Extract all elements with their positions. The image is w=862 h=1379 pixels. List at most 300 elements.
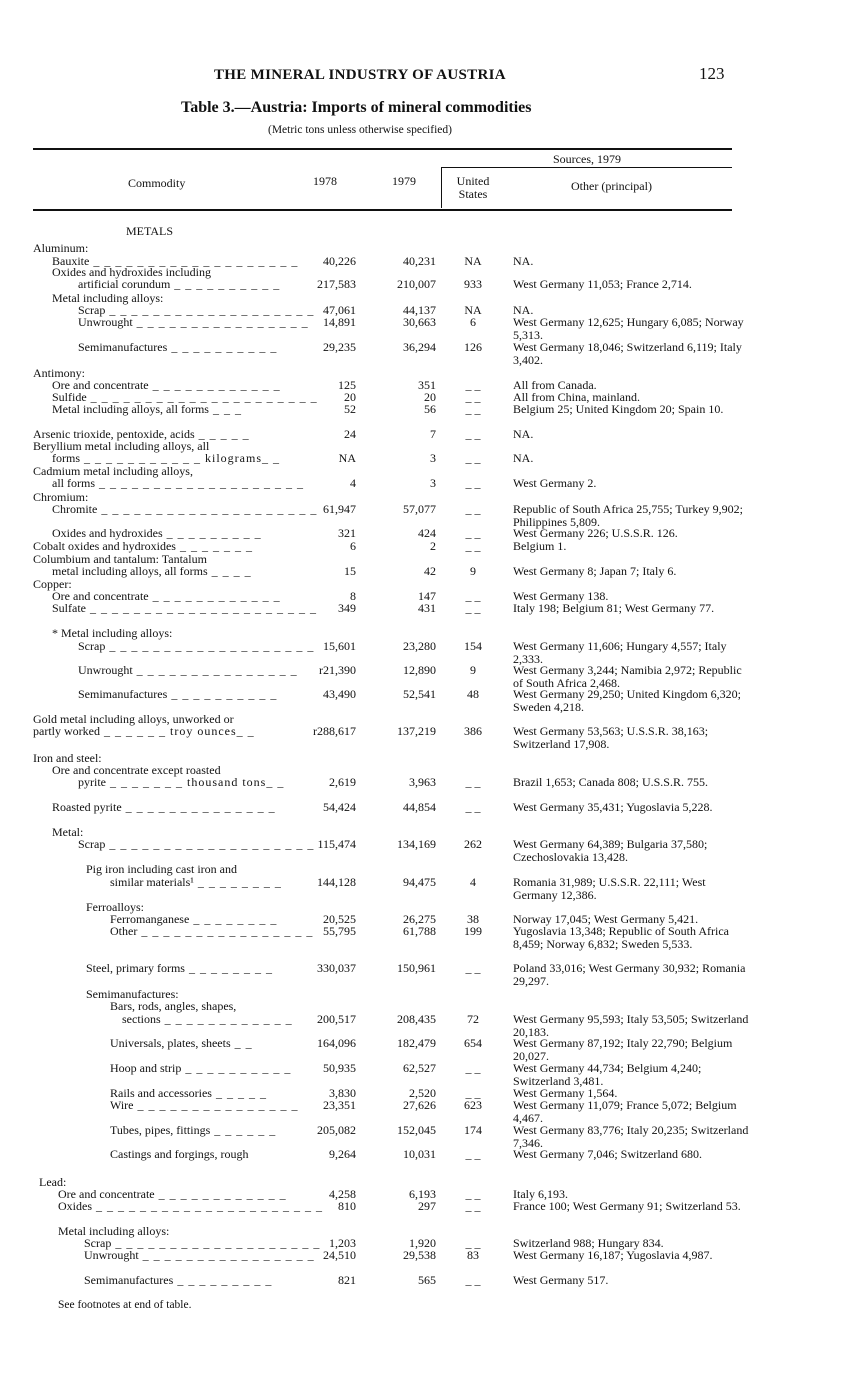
other-sources: West Germany 44,734; Belgium 4,240; Switzerland 3,481. bbox=[513, 1061, 702, 1088]
value-1979: 7 bbox=[430, 427, 436, 441]
commodity-cell bbox=[78, 838, 314, 851]
commodity-header: Commodity bbox=[128, 176, 186, 190]
value-united-states: 38 bbox=[467, 912, 479, 926]
leader-dots: _ _ _ _ _ _ _ _ _ _ _ _ _ _ _ _ _ _ _ bbox=[105, 303, 315, 317]
leader-dots: _ _ _ _ _ _ _ _ _ _ _ _ _ _ _ _ bbox=[137, 924, 314, 938]
other-sources: West Germany 7,046; Switzerland 680. bbox=[513, 1147, 702, 1161]
value-1979: 351 bbox=[418, 378, 436, 392]
leader-dots: _ _ _ _ _ _ _ _ _ _ _ _ bbox=[148, 589, 281, 603]
value-1978: 20 bbox=[344, 390, 356, 404]
commodity-cell bbox=[110, 1099, 299, 1112]
leader-dots: _ _ _ _ _ _ _ thousand tons_ _ bbox=[106, 775, 285, 789]
value-united-states: _ _ bbox=[465, 1273, 481, 1287]
value-1978: 4,258 bbox=[329, 1187, 356, 1201]
commodity-label: Scrap bbox=[84, 1236, 112, 1250]
commodity-label: Ore and concentrate bbox=[58, 1187, 155, 1201]
value-1978: 24,510 bbox=[323, 1248, 356, 1262]
value-1978: 6 bbox=[350, 539, 356, 553]
value-united-states: _ _ bbox=[465, 961, 481, 975]
value-1979: 2 bbox=[430, 539, 436, 553]
other-sources: NA. bbox=[513, 451, 534, 465]
value-1979: 20 bbox=[424, 390, 436, 404]
leader-dots: _ _ _ _ _ _ _ _ _ _ _ _ bbox=[148, 378, 281, 392]
value-united-states: _ _ bbox=[465, 1061, 481, 1075]
commodity-label: Universals, plates, sheets bbox=[110, 1036, 231, 1050]
value-1978: 3,830 bbox=[329, 1086, 356, 1100]
commodity-label: Oxides bbox=[58, 1199, 92, 1213]
value-1979: 565 bbox=[418, 1273, 436, 1287]
commodity-label: forms bbox=[52, 451, 80, 465]
commodity-cell bbox=[52, 801, 276, 814]
leader-dots: _ _ _ _ _ _ troy ounces_ _ bbox=[99, 724, 255, 738]
value-1979: 23,280 bbox=[403, 639, 436, 653]
other-sources: West Germany 3,244; Namibia 2,972; Republic of South Africa 2,468. bbox=[513, 663, 742, 690]
value-united-states: _ _ bbox=[465, 390, 481, 404]
other-sources: West Germany 11,606; Hungary 4,557; Italy 2,333. bbox=[513, 639, 727, 666]
commodity-cell bbox=[52, 477, 304, 490]
value-united-states: _ _ bbox=[465, 476, 481, 490]
value-united-states: 174 bbox=[464, 1123, 482, 1137]
value-1979: 42 bbox=[424, 564, 436, 578]
value-united-states: _ _ bbox=[465, 526, 481, 540]
value-1979: 3,963 bbox=[409, 775, 436, 789]
commodity-label: Semimanufactures bbox=[84, 1273, 174, 1287]
value-united-states: _ _ bbox=[465, 1086, 481, 1100]
commodity-label: Wire bbox=[110, 1098, 134, 1112]
other-principal-header: Other (principal) bbox=[571, 179, 652, 193]
commodity-cell bbox=[78, 316, 309, 329]
leader-dots: _ _ _ bbox=[208, 402, 242, 416]
leader-dots: _ _ _ _ _ _ _ _ _ _ bbox=[167, 687, 278, 701]
commodity-label: Roasted pyrite bbox=[52, 800, 122, 814]
leader-dots: _ _ _ _ _ _ _ bbox=[175, 539, 253, 553]
value-united-states: NA bbox=[464, 254, 482, 268]
other-sources: West Germany 11,053; France 2,714. bbox=[513, 277, 692, 291]
value-1979: 62,527 bbox=[403, 1061, 436, 1075]
year-1979-header: 1979 bbox=[392, 174, 416, 188]
commodity-label: Ferroalloys: bbox=[86, 900, 144, 914]
commodity-label: Columbium and tantalum: Tantalum bbox=[33, 552, 207, 566]
leader-dots: _ _ _ _ _ _ bbox=[210, 1123, 277, 1137]
value-1979: 297 bbox=[418, 1199, 436, 1213]
value-1978: 2,619 bbox=[329, 775, 356, 789]
other-sources: Belgium 1. bbox=[513, 539, 567, 553]
leader-dots: _ _ _ _ _ _ _ _ _ _ _ _ bbox=[154, 1187, 287, 1201]
running-title: THE MINERAL INDUSTRY OF AUSTRIA bbox=[214, 67, 506, 83]
value-1978: 52 bbox=[344, 402, 356, 416]
value-united-states: 4 bbox=[470, 875, 476, 889]
commodity-label: Castings and forgings, rough bbox=[110, 1147, 249, 1161]
commodity-label: Gold metal including alloys, unworked or bbox=[33, 712, 234, 726]
commodity-cell bbox=[52, 602, 317, 615]
value-1978: 330,037 bbox=[317, 961, 356, 975]
value-1978: r21,390 bbox=[319, 663, 356, 677]
value-1979: 3 bbox=[430, 476, 436, 490]
leader-dots: _ _ _ _ _ _ _ _ bbox=[193, 875, 282, 889]
commodity-label: Steel, primary forms bbox=[86, 961, 185, 975]
commodity-label: Sulfate bbox=[52, 601, 86, 615]
leader-dots: _ _ _ _ _ bbox=[194, 427, 250, 441]
value-1978: NA bbox=[338, 451, 356, 465]
commodity-label: Ore and concentrate except roasted bbox=[52, 763, 221, 777]
value-united-states: 154 bbox=[464, 639, 482, 653]
commodity-label: Bars, rods, angles, shapes, bbox=[110, 999, 237, 1013]
value-1978: 29,235 bbox=[323, 340, 356, 354]
value-1979: 152,045 bbox=[397, 1123, 436, 1137]
value-united-states: NA bbox=[464, 303, 482, 317]
other-sources: West Germany 8; Japan 7; Italy 6. bbox=[513, 564, 677, 578]
other-sources: West Germany 11,079; France 5,072; Belgium 4,467. bbox=[513, 1098, 737, 1125]
commodity-label: Semimanufactures bbox=[78, 340, 168, 354]
value-1979: 44,137 bbox=[403, 303, 436, 317]
value-1978: 1,203 bbox=[329, 1236, 356, 1250]
value-1978: 821 bbox=[338, 1273, 356, 1287]
commodity-cell bbox=[78, 776, 284, 789]
value-1979: 44,854 bbox=[403, 800, 436, 814]
leader-dots: _ _ _ _ _ _ _ _ _ _ _ _ _ _ _ _ bbox=[138, 1248, 315, 1262]
commodity-label: Chromium: bbox=[33, 490, 89, 504]
commodity-cell bbox=[78, 341, 277, 354]
value-united-states: _ _ bbox=[465, 800, 481, 814]
other-sources: West Germany 226; U.S.S.R. 126. bbox=[513, 526, 678, 540]
value-united-states: 6 bbox=[470, 315, 476, 329]
footnote-reference: See footnotes at end of table. bbox=[58, 1299, 192, 1311]
value-united-states: 654 bbox=[464, 1036, 482, 1050]
leader-dots: _ _ _ _ _ _ _ _ _ _ _ _ _ _ _ bbox=[133, 1098, 299, 1112]
value-1978: 8 bbox=[350, 589, 356, 603]
top-rule bbox=[33, 148, 732, 150]
value-1978: 20,525 bbox=[323, 912, 356, 926]
value-1978: 15 bbox=[344, 564, 356, 578]
commodity-cell bbox=[52, 565, 252, 578]
leader-dots: _ _ _ _ _ _ _ _ _ _ _ _ _ _ _ _ _ _ _ _ _ bbox=[86, 601, 317, 615]
year-1978-header: 1978 bbox=[313, 174, 337, 188]
other-sources: West Germany 2. bbox=[513, 476, 597, 490]
leader-dots: _ _ _ _ _ _ _ _ _ _ _ _ bbox=[160, 1012, 293, 1026]
value-1978: 50,935 bbox=[323, 1061, 356, 1075]
value-1979: 182,479 bbox=[397, 1036, 436, 1050]
leader-dots: _ _ bbox=[230, 1036, 253, 1050]
other-sources: Belgium 25; United Kingdom 20; Spain 10. bbox=[513, 402, 724, 416]
value-united-states: _ _ bbox=[465, 378, 481, 392]
value-1979: 147 bbox=[418, 589, 436, 603]
other-sources: West Germany 18,046; Switzerland 6,119; Italy 3,402. bbox=[513, 340, 742, 367]
commodity-label: Chromite bbox=[52, 502, 98, 516]
commodity-cell bbox=[122, 1013, 293, 1026]
other-sources: All from Canada. bbox=[513, 378, 597, 392]
value-1978: 55,795 bbox=[323, 924, 356, 938]
commodity-label: Scrap bbox=[78, 639, 106, 653]
value-1979: 1,920 bbox=[409, 1236, 436, 1250]
commodity-label: Bauxite bbox=[52, 254, 90, 268]
value-united-states: _ _ bbox=[465, 1187, 481, 1201]
commodity-label: Semimanufactures: bbox=[86, 987, 179, 1001]
commodity-label: Unwrought bbox=[84, 1248, 139, 1262]
value-1979: 94,475 bbox=[403, 875, 436, 889]
commodity-cell bbox=[52, 503, 317, 516]
commodity-cell bbox=[110, 1037, 253, 1050]
commodity-label: Oxides and hydroxides including bbox=[52, 265, 211, 279]
value-united-states: _ _ bbox=[465, 427, 481, 441]
value-1979: 150,961 bbox=[397, 961, 436, 975]
other-sources: West Germany 1,564. bbox=[513, 1086, 618, 1100]
value-1978: 15,601 bbox=[323, 639, 356, 653]
commodity-label: Metal including alloys, all forms bbox=[52, 402, 209, 416]
commodity-cell bbox=[110, 1062, 291, 1075]
leader-dots: _ _ _ _ _ bbox=[211, 1086, 267, 1100]
leader-dots: _ _ _ _ _ _ _ _ _ _ _ _ _ _ _ _ _ _ _ bbox=[89, 254, 299, 268]
value-1978: 205,082 bbox=[317, 1123, 356, 1137]
commodity-label: Copper: bbox=[33, 577, 72, 591]
commodity-label: Other bbox=[110, 924, 138, 938]
value-1979: 134,169 bbox=[397, 837, 436, 851]
commodity-label: * Metal including alloys: bbox=[52, 626, 173, 640]
other-sources: Poland 33,016; West Germany 30,932; Romania 29,297. bbox=[513, 961, 746, 988]
commodity-label: Lead: bbox=[39, 1175, 67, 1189]
value-1978: 115,474 bbox=[317, 837, 356, 851]
commodity-cell bbox=[84, 1249, 315, 1262]
commodity-cell bbox=[78, 278, 280, 291]
value-1978: 125 bbox=[338, 378, 356, 392]
leader-dots: _ _ _ _ _ _ _ _ _ _ bbox=[170, 277, 281, 291]
other-sources: Romania 31,989; U.S.S.R. 22,111; West Germany 12,386. bbox=[513, 875, 706, 902]
other-sources: NA. bbox=[513, 303, 534, 317]
leader-dots: _ _ _ _ _ _ _ _ _ _ _ _ _ _ _ _ _ _ _ _ _ bbox=[92, 1199, 323, 1213]
other-sources: NA. bbox=[513, 254, 534, 268]
value-1978: 23,351 bbox=[323, 1098, 356, 1112]
other-sources: Switzerland 988; Hungary 834. bbox=[513, 1236, 664, 1250]
value-1979: 36,294 bbox=[403, 340, 436, 354]
commodity-cell bbox=[86, 962, 273, 975]
value-1979: 30,663 bbox=[403, 315, 436, 329]
value-1978: 349 bbox=[338, 601, 356, 615]
commodity-label: Metal including alloys: bbox=[52, 291, 164, 305]
value-united-states: 126 bbox=[464, 340, 482, 354]
other-sources: West Germany 53,563; U.S.S.R. 38,163; Switzerland 17,908. bbox=[513, 724, 709, 751]
commodity-cell bbox=[78, 640, 314, 653]
leader-dots: _ _ _ _ _ _ _ _ _ bbox=[173, 1273, 273, 1287]
commodity-label: partly worked bbox=[33, 724, 100, 738]
value-1979: 2,520 bbox=[409, 1086, 436, 1100]
commodity-label: Arsenic trioxide, pentoxide, acids bbox=[33, 427, 195, 441]
commodity-label: Iron and steel: bbox=[33, 751, 102, 765]
commodity-label: Metal: bbox=[52, 825, 84, 839]
other-sources: All from China, mainland. bbox=[513, 390, 640, 404]
value-1978: 144,128 bbox=[317, 875, 356, 889]
leader-dots: _ _ _ _ _ _ _ _ _ _ _ _ _ _ bbox=[121, 800, 276, 814]
value-united-states: 623 bbox=[464, 1098, 482, 1112]
other-sources: Norway 17,045; West Germany 5,421. bbox=[513, 912, 699, 926]
commodity-label: sections bbox=[122, 1012, 161, 1026]
commodity-label: artificial corundum bbox=[78, 277, 171, 291]
value-1978: 810 bbox=[338, 1199, 356, 1213]
commodity-label: Unwrought bbox=[78, 315, 133, 329]
commodity-label: pyrite bbox=[78, 775, 106, 789]
value-1978: 24 bbox=[344, 427, 356, 441]
value-united-states: _ _ bbox=[465, 1236, 481, 1250]
value-united-states: _ _ bbox=[465, 1199, 481, 1213]
value-united-states: _ _ bbox=[465, 601, 481, 615]
leader-dots: _ _ _ _ _ _ _ _ _ bbox=[162, 526, 262, 540]
other-sources: West Germany 64,389; Bulgaria 37,580; Czechoslovakia 13,428. bbox=[513, 837, 708, 864]
value-united-states: 48 bbox=[467, 687, 479, 701]
value-1979: 27,626 bbox=[403, 1098, 436, 1112]
value-1979: 3 bbox=[430, 451, 436, 465]
leader-dots: _ _ _ _ _ _ _ _ _ _ _ _ _ _ _ bbox=[132, 663, 298, 677]
leader-dots: _ _ _ _ _ _ _ _ _ _ _ _ _ _ _ _ _ _ _ bbox=[105, 837, 315, 851]
us-column-divider bbox=[441, 167, 442, 208]
value-1978: 54,424 bbox=[323, 800, 356, 814]
commodity-label: Ore and concentrate bbox=[52, 589, 149, 603]
commodity-label: Aluminum: bbox=[33, 241, 89, 255]
value-1979: 431 bbox=[418, 601, 436, 615]
commodity-cell bbox=[110, 1148, 248, 1161]
leader-dots: _ _ _ _ _ _ _ _ _ _ _ _ _ _ _ _ bbox=[132, 315, 309, 329]
commodity-cell bbox=[33, 725, 255, 738]
value-1978: 200,517 bbox=[317, 1012, 356, 1026]
commodity-label: Semimanufactures bbox=[78, 687, 168, 701]
leader-dots: _ _ _ _ _ _ _ _ _ _ _ _ _ _ _ _ _ _ _ bbox=[95, 476, 304, 490]
leader-dots: _ _ _ _ _ _ _ _ _ _ _ _ _ _ _ _ _ _ _ bbox=[111, 1236, 321, 1250]
value-1978: 321 bbox=[338, 526, 356, 540]
commodity-label: Ore and concentrate bbox=[52, 378, 149, 392]
leader-dots: _ _ _ _ _ _ _ _ _ _ _ _ _ _ _ _ _ _ _ _ bbox=[97, 502, 318, 516]
commodity-label: Cadmium metal including alloys, bbox=[33, 464, 193, 478]
value-united-states: _ _ bbox=[465, 402, 481, 416]
table-subtitle: (Metric tons unless otherwise specified) bbox=[268, 124, 452, 136]
commodity-label: Cobalt oxides and hydroxides bbox=[33, 539, 176, 553]
value-1979: 52,541 bbox=[403, 687, 436, 701]
other-sources: Brazil 1,653; Canada 808; U.S.S.R. 755. bbox=[513, 775, 708, 789]
value-1978: 47,061 bbox=[323, 303, 356, 317]
other-sources: Republic of South Africa 25,755; Turkey 9,902; Philippines 5,809. bbox=[513, 502, 743, 529]
value-1978: 40,226 bbox=[323, 254, 356, 268]
value-1979: 12,890 bbox=[403, 663, 436, 677]
leader-dots: _ _ _ _ _ _ _ _ _ _ _ _ _ _ _ _ _ _ _ _ _ bbox=[86, 390, 318, 404]
value-united-states: _ _ bbox=[465, 775, 481, 789]
other-sources: Italy 6,193. bbox=[513, 1187, 568, 1201]
commodity-label: Ferromanganese bbox=[110, 912, 190, 926]
value-united-states: 83 bbox=[467, 1248, 479, 1262]
leader-dots: _ _ _ _ bbox=[207, 564, 252, 578]
commodity-label: Pig iron including cast iron and bbox=[86, 862, 237, 876]
other-sources: West Germany 95,593; Italy 53,505; Switzerland 20,183. bbox=[513, 1012, 749, 1039]
commodity-label: Oxides and hydroxides bbox=[52, 526, 163, 540]
other-sources: West Germany 16,187; Yugoslavia 4,987. bbox=[513, 1248, 713, 1262]
other-sources: Yugoslavia 13,348; Republic of South Africa 8,459; Norway 6,832; Sweden 5,533. bbox=[513, 924, 729, 951]
other-sources: Italy 198; Belgium 81; West Germany 77. bbox=[513, 601, 715, 615]
value-1979: 137,219 bbox=[397, 724, 436, 738]
value-1978: 9,264 bbox=[329, 1147, 356, 1161]
value-1978: 61,947 bbox=[323, 502, 356, 516]
commodity-cell bbox=[84, 1274, 272, 1287]
value-united-states: _ _ bbox=[465, 502, 481, 516]
commodity-cell bbox=[110, 925, 313, 938]
table-title: Table 3.—Austria: Imports of mineral commodities bbox=[181, 99, 532, 116]
other-sources: West Germany 517. bbox=[513, 1273, 609, 1287]
other-sources: West Germany 87,192; Italy 22,790; Belgium 20,027. bbox=[513, 1036, 733, 1063]
value-united-states: _ _ bbox=[465, 451, 481, 465]
commodity-cell bbox=[110, 1124, 276, 1137]
other-sources: West Germany 138. bbox=[513, 589, 609, 603]
value-united-states: 933 bbox=[464, 277, 482, 291]
value-1979: 57,077 bbox=[403, 502, 436, 516]
header-bottom-rule bbox=[33, 209, 732, 211]
leader-dots: _ _ _ _ _ _ _ _ _ _ _ _ _ _ _ _ _ _ _ bbox=[105, 639, 315, 653]
value-united-states: 262 bbox=[464, 837, 482, 851]
value-1979: 61,788 bbox=[403, 924, 436, 938]
commodity-label: Tubes, pipes, fittings bbox=[110, 1123, 211, 1137]
commodity-label: Hoop and strip bbox=[110, 1061, 182, 1075]
leader-dots: _ _ _ _ _ _ _ _ bbox=[189, 912, 278, 926]
value-1979: 210,007 bbox=[397, 277, 436, 291]
commodity-label: Rails and accessories bbox=[110, 1086, 212, 1100]
commodity-cell bbox=[58, 1200, 323, 1213]
value-1979: 424 bbox=[418, 526, 436, 540]
value-united-states: 9 bbox=[470, 663, 476, 677]
other-sources: West Germany 83,776; Italy 20,235; Switzerland 7,346. bbox=[513, 1123, 749, 1150]
commodity-label: Antimony: bbox=[33, 366, 86, 380]
commodity-label: Beryllium metal including alloys, all bbox=[33, 439, 210, 453]
value-united-states: 9 bbox=[470, 564, 476, 578]
commodity-cell bbox=[110, 876, 282, 889]
commodity-cell bbox=[78, 664, 298, 677]
leader-dots: _ _ _ _ _ _ _ _ _ _ bbox=[167, 340, 278, 354]
value-1979: 10,031 bbox=[403, 1147, 436, 1161]
section-heading-metals: METALS bbox=[126, 224, 174, 238]
leader-dots: _ _ _ _ _ _ _ _ _ _ bbox=[181, 1061, 292, 1075]
other-sources: West Germany 35,431; Yugoslavia 5,228. bbox=[513, 800, 713, 814]
leader-dots: _ _ _ _ _ _ _ _ _ _ _ kilograms_ _ bbox=[80, 451, 280, 465]
us-header: United States bbox=[456, 174, 490, 201]
value-1979: 6,193 bbox=[409, 1187, 436, 1201]
commodity-label: Unwrought bbox=[78, 663, 133, 677]
commodity-label: Metal including alloys: bbox=[58, 1224, 170, 1238]
value-united-states: 199 bbox=[464, 924, 482, 938]
value-1978: 4 bbox=[350, 476, 356, 490]
value-united-states: _ _ bbox=[465, 1147, 481, 1161]
value-1978: 43,490 bbox=[323, 687, 356, 701]
commodity-label: similar materials¹ bbox=[110, 875, 194, 889]
commodity-label: Scrap bbox=[78, 303, 106, 317]
value-1978: 217,583 bbox=[317, 277, 356, 291]
value-1979: 26,275 bbox=[403, 912, 436, 926]
value-1978: r288,617 bbox=[313, 724, 356, 738]
commodity-label: Sulfide bbox=[52, 390, 87, 404]
value-1978: 14,891 bbox=[323, 315, 356, 329]
value-1978: 164,096 bbox=[317, 1036, 356, 1050]
value-united-states: _ _ bbox=[465, 589, 481, 603]
other-sources: West Germany 29,250; United Kingdom 6,320; Sweden 4,218. bbox=[513, 687, 742, 714]
commodity-label: metal including alloys, all forms bbox=[52, 564, 208, 578]
value-1979: 208,435 bbox=[397, 1012, 436, 1026]
value-united-states: 386 bbox=[464, 724, 482, 738]
other-sources: France 100; West Germany 91; Switzerland 53. bbox=[513, 1199, 741, 1213]
commodity-cell bbox=[78, 688, 277, 701]
leader-dots: _ _ _ _ _ _ _ _ bbox=[184, 961, 273, 975]
commodity-label: Scrap bbox=[78, 837, 106, 851]
page-number: 123 bbox=[699, 64, 725, 83]
value-1979: 56 bbox=[424, 402, 436, 416]
value-1979: 40,231 bbox=[403, 254, 436, 268]
value-united-states: _ _ bbox=[465, 539, 481, 553]
sources-header: Sources, 1979 bbox=[553, 152, 621, 166]
commodity-label: all forms bbox=[52, 476, 95, 490]
other-sources: NA. bbox=[513, 427, 534, 441]
other-sources: West Germany 12,625; Hungary 6,085; Norway 5,313. bbox=[513, 315, 744, 342]
sources-rule bbox=[441, 167, 732, 168]
value-united-states: 72 bbox=[467, 1012, 479, 1026]
